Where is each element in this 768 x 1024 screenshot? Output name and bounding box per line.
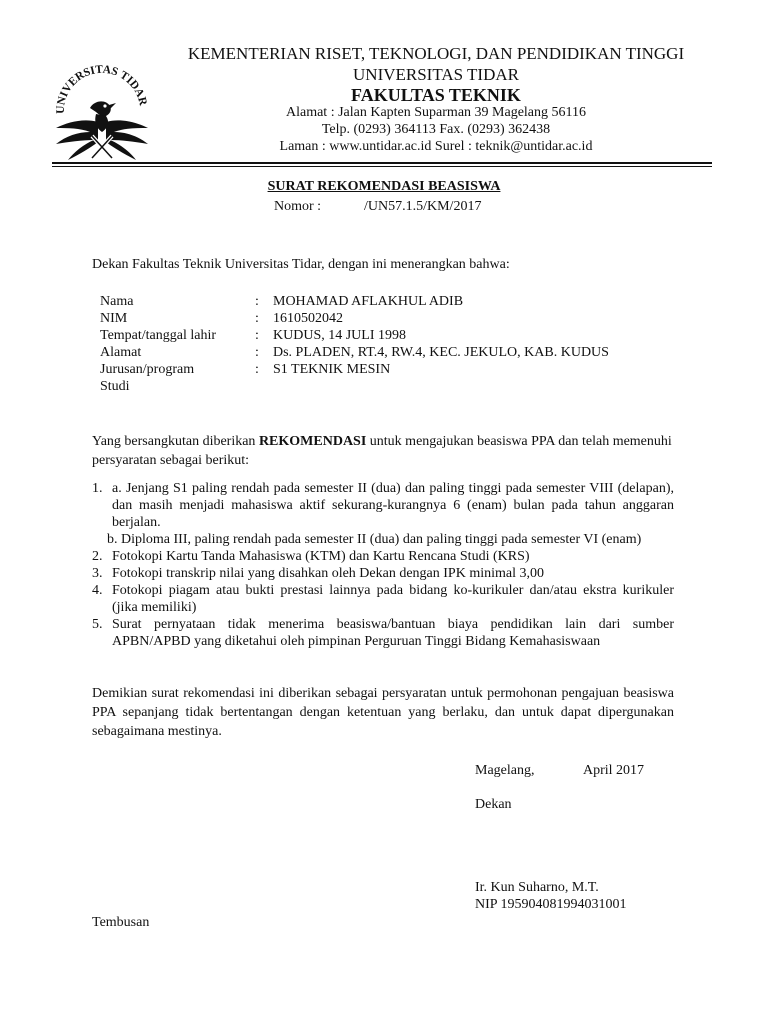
cc-label: Tembusan bbox=[92, 915, 150, 930]
web-email: Laman : www.untidar.ac.id Surel : teknik@untidar.ac.id bbox=[279, 139, 593, 154]
list-item bbox=[92, 565, 674, 582]
letter-number bbox=[274, 198, 481, 216]
ministry-name: KEMENTERIAN RISET, TEKNOLOGI, DAN PENDIDIKAN TINGGI bbox=[187, 44, 685, 63]
identity-value: Ds. PLADEN, RT.4, RW.4, KEC. JEKULO, KAB. KUDUS bbox=[273, 345, 609, 360]
identity-row bbox=[100, 310, 660, 327]
identity-sep: : bbox=[255, 345, 259, 360]
identity-key: Tempat/tanggal lahir bbox=[100, 328, 217, 343]
university-logo bbox=[50, 62, 150, 172]
signer-title: Dekan bbox=[475, 797, 512, 812]
list-text: Surat pernyataan tidak menerima beasiswa/bantuan biaya pendidikan lain dari sumber APBN/APBD yang diketahui oleh pimpinan Perguruan Tinggi Bidang Kemahasiswaan bbox=[112, 617, 674, 649]
identity-key: Nama bbox=[100, 294, 134, 309]
para1-bold: REKOMENDASI bbox=[258, 434, 367, 449]
para1-text-b: untuk mengajukan beasiswa PPA dan telah memenuhi persyaratan sebagai berikut: bbox=[92, 434, 672, 468]
list-number: 5. bbox=[92, 617, 103, 632]
list-item bbox=[92, 616, 674, 650]
list-item bbox=[92, 582, 674, 616]
list-number: 4. bbox=[92, 583, 103, 598]
identity-sep: : bbox=[255, 311, 259, 326]
phone-fax: Telp. (0293) 364113 Fax. (0293) 362438 bbox=[321, 122, 551, 137]
identity-value: 1610502042 bbox=[273, 311, 343, 326]
list-text: Fotokopi transkrip nilai yang disahkan oleh Dekan dengan IPK minimal 3,00 bbox=[112, 566, 544, 581]
letterhead-rule-thin bbox=[52, 166, 712, 167]
identity-row bbox=[100, 344, 660, 361]
recommendation-paragraph bbox=[92, 432, 674, 470]
identity-sep: : bbox=[255, 328, 259, 343]
identity-key: Jurusan/program Studi bbox=[100, 362, 195, 394]
list-item bbox=[92, 480, 674, 531]
identity-row bbox=[100, 327, 660, 344]
identity-value: S1 TEKNIK MESIN bbox=[273, 362, 391, 377]
list-number bbox=[92, 531, 107, 548]
university-name: UNIVERSITAS TIDAR bbox=[353, 65, 519, 84]
signer-nip: NIP 195904081994031001 bbox=[475, 897, 627, 912]
list-item bbox=[92, 531, 674, 548]
faculty-name: FAKULTAS TEKNIK bbox=[351, 85, 521, 105]
list-text: b. Diploma III, paling rendah pada semester II (dua) dan paling tinggi pada semester VI (enam) bbox=[107, 532, 642, 547]
signer-name: Ir. Kun Suharno, M.T. bbox=[475, 880, 599, 895]
list-item bbox=[92, 548, 674, 565]
logo-text: UNIVERSITAS TIDAR bbox=[54, 63, 149, 115]
place-text: Magelang, bbox=[475, 763, 535, 778]
identity-row bbox=[100, 293, 660, 310]
intro-text: Dekan Fakultas Teknik Universitas Tidar, dengan ini menerangkan bahwa: bbox=[92, 257, 510, 272]
list-text: a. Jenjang S1 paling rendah pada semester II (dua) dan paling tinggi pada semester VIII (delapan), dan masih menjadi mahasiswa aktif sekurang-kurangnya 6 (enam) bulan pada tahun anggaran berjalan. bbox=[112, 481, 674, 530]
list-text: Fotokopi Kartu Tanda Mahasiswa (KTM) dan Kartu Rencana Studi (KRS) bbox=[112, 549, 530, 564]
list-number: 1. bbox=[92, 481, 103, 496]
requirements-list bbox=[92, 480, 674, 650]
address: Alamat : Jalan Kapten Suparman 39 Magelang 56116 bbox=[285, 105, 586, 120]
identity-sep: : bbox=[255, 362, 259, 377]
list-number: 3. bbox=[92, 566, 103, 581]
list-number: 2. bbox=[92, 549, 103, 564]
date-text: April 2017 bbox=[583, 763, 645, 778]
closing-paragraph: Demikian surat rekomendasi ini diberikan sebagai persyaratan untuk permohonan pengajuan beasiswa PPA sepanjang tidak bertentangan dengan ketentuan yang berlaku, dan untuk dapat dipergunakan sebagaimana mestinya. bbox=[92, 686, 674, 739]
identity-table bbox=[100, 293, 660, 395]
identity-value: KUDUS, 14 JULI 1998 bbox=[273, 328, 406, 343]
identity-key: NIM bbox=[100, 311, 128, 326]
identity-row bbox=[100, 361, 660, 395]
letter-number-label: Nomor : bbox=[274, 199, 322, 214]
identity-key: Alamat bbox=[100, 345, 142, 360]
letter-number-value: /UN57.1.5/KM/2017 bbox=[364, 199, 482, 214]
para1-text-a: Yang bersangkutan diberikan bbox=[92, 434, 259, 449]
letterhead-rule-thick bbox=[52, 162, 712, 164]
letter-title: SURAT REKOMENDASI BEASISWA bbox=[267, 179, 501, 194]
list-text: Fotokopi piagam atau bukti prestasi lainnya pada bidang ko-kurikuler dan/atau ekstra kurikuler (jika memiliki) bbox=[112, 583, 674, 615]
identity-sep: : bbox=[255, 294, 259, 309]
identity-value: MOHAMAD AFLAKHUL ADIB bbox=[273, 294, 464, 309]
